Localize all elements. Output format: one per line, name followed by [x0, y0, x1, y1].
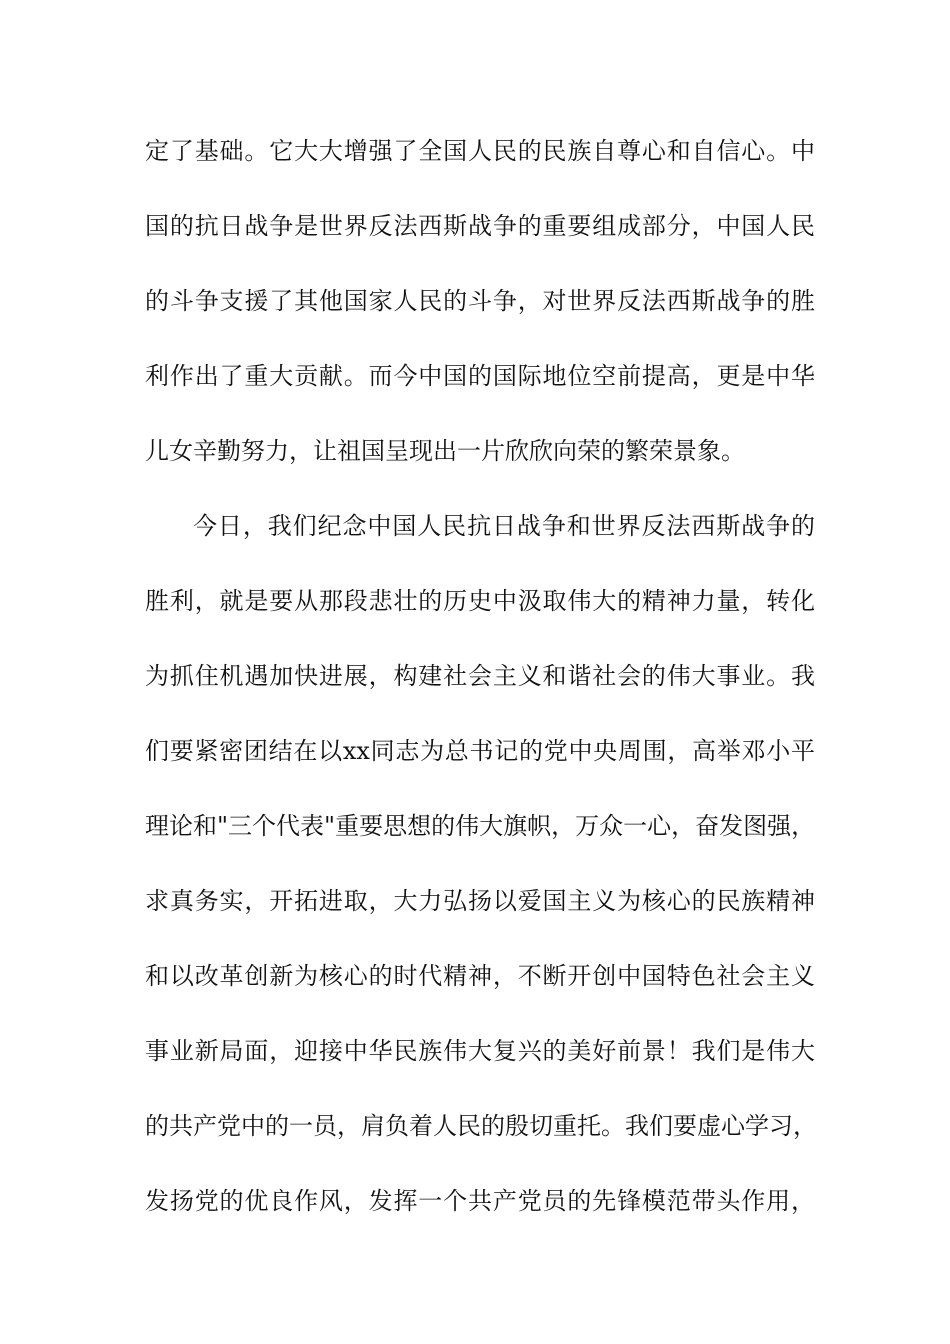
text-line: 定了基础。它大大增强了全国人民的民族自尊心和自信心。中 — [145, 137, 815, 165]
paragraph-first-line: 今日，我们纪念中国人民抗日战争和世界反法西斯战争的 — [193, 512, 815, 540]
text-line: 的斗争支援了其他国家人民的斗争，对世界反法西斯战争的胜 — [145, 287, 815, 315]
text-line: 利作出了重大贡献。而今中国的国际地位空前提高，更是中华 — [145, 362, 815, 390]
text-line: 和以改革创新为核心的时代精神，不断开创中国特色社会主义 — [145, 962, 815, 990]
text-line: 国的抗日战争是世界反法西斯战争的重要组成部分，中国人民 — [145, 212, 815, 240]
text-line: 儿女辛勤努力，让祖国呈现出一片欣欣向荣的繁荣景象。 — [145, 437, 745, 465]
text-line: 理论和"三个代表"重要思想的伟大旗帜，万众一心，奋发图强， — [145, 812, 816, 840]
text-line: 的共产党中的一员，肩负着人民的殷切重托。我们要虚心学习， — [145, 1112, 817, 1140]
text-line: 求真务实，开拓进取，大力弘扬以爱国主义为核心的民族精神 — [145, 887, 815, 915]
body-text — [145, 126, 815, 1251]
text-line: 发扬党的优良作风，发挥一个共产党员的先锋模范带头作用， — [145, 1187, 815, 1215]
text-line: 胜利，就是要从那段悲壮的历史中汲取伟大的精神力量，转化 — [145, 587, 815, 615]
text-line: 事业新局面，迎接中华民族伟大复兴的美好前景！我们是伟大 — [145, 1037, 815, 1065]
text-line: 们要紧密团结在以xx同志为总书记的党中央周围，高举邓小平 — [145, 737, 815, 765]
text-line: 为抓住机遇加快进展，构建社会主义和谐社会的伟大事业。我 — [145, 662, 815, 690]
